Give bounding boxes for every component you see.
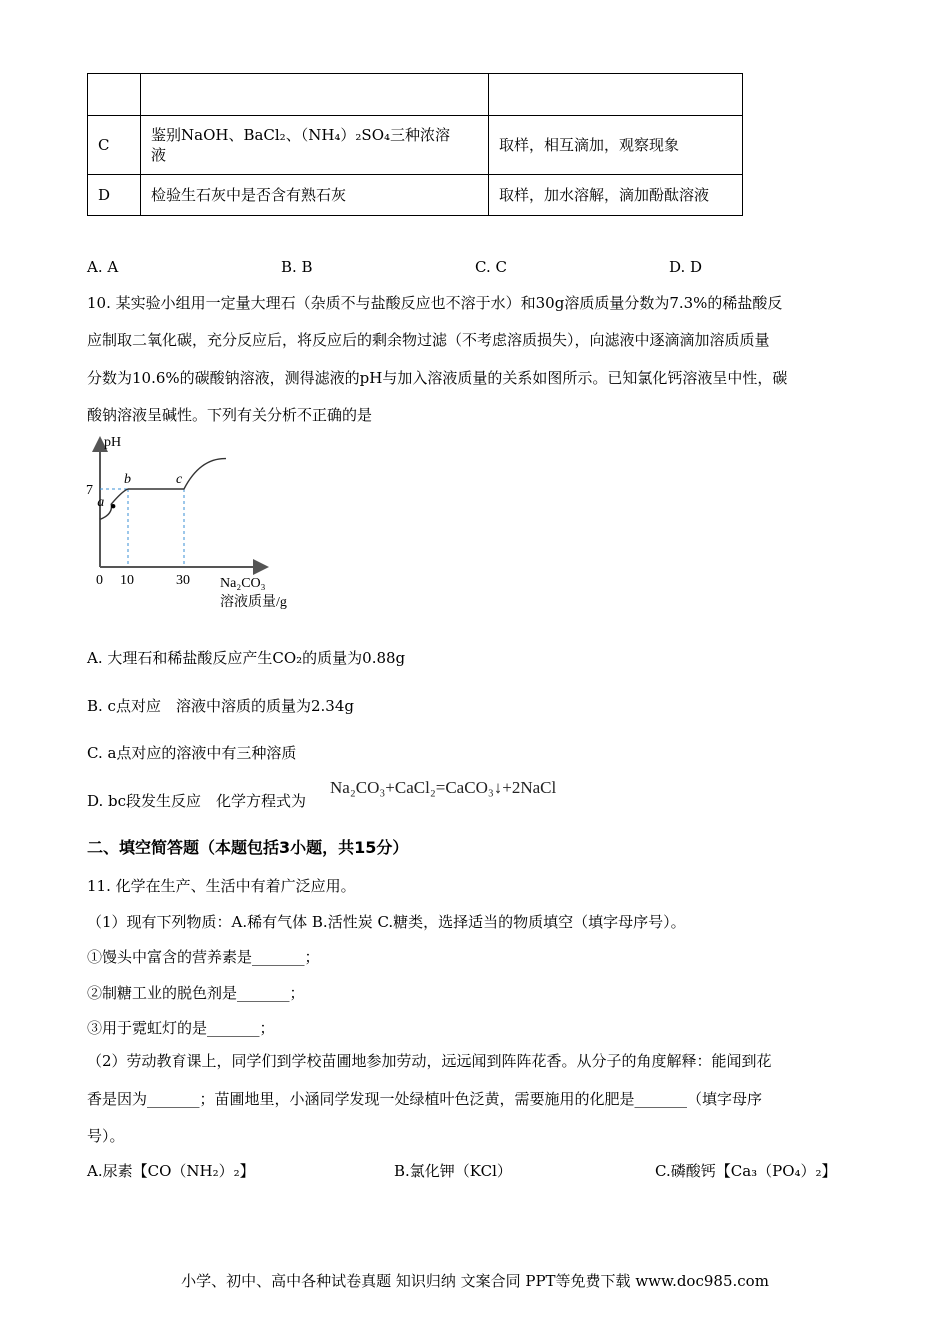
option-c: C. C bbox=[475, 258, 507, 276]
choice-c: C.磷酸钙【Ca₃（PO₄）₂】 bbox=[655, 1162, 837, 1180]
question-10-line: 10. 某实验小组用一定量大理石（杂质不与盐酸反应也不溶于水）和30g溶质质量分数为7.3%的稀盐酸反 bbox=[87, 294, 783, 312]
table-cell: 取样，加水溶解，滴加酚酞溶液 bbox=[489, 175, 743, 216]
question-10-line: 酸钠溶液呈碱性。下列有关分析不正确的是 bbox=[87, 406, 373, 424]
section-heading: 二、填空简答题（本题包括3小题，共15分） bbox=[87, 838, 409, 857]
question-11-part2: 号）。 bbox=[87, 1127, 125, 1145]
table-cell: 取样，相互滴加，观察现象 bbox=[489, 116, 743, 175]
option-a: A. A bbox=[87, 258, 119, 276]
point-label: a bbox=[97, 495, 105, 511]
question-10-line: 分数为10.6%的碳酸钠溶液，测得滤液的pH与加入溶液质量的关系如图所示。已知氯化钙溶液呈中性，碳 bbox=[87, 369, 788, 387]
x-tick-label: 30 bbox=[176, 573, 190, 588]
table-row bbox=[88, 116, 743, 175]
question-11-part1: （1）现有下列物质：A.稀有气体 B.活性炭 C.糖类，选择适当的物质填空（填字母序号）。 bbox=[87, 913, 686, 931]
table-cell bbox=[489, 74, 743, 116]
question-11-blank: ②制糖工业的脱色剂是_______； bbox=[87, 984, 305, 1002]
table-row bbox=[88, 175, 743, 216]
table-cell: D bbox=[88, 175, 141, 216]
table-cell-line: 鉴别NaOH、BaCl₂、（NH₄）₂SO₄三种浓溶 bbox=[151, 126, 451, 144]
y-axis-label: pH bbox=[104, 435, 122, 450]
point-label: b bbox=[124, 472, 131, 487]
table-cell: C bbox=[88, 116, 141, 175]
question-10-line: 应制取二氧化碳，充分反应后，将反应后的剩余物过滤（不考虑溶质损失），向滤液中逐滴滴加溶质质量 bbox=[87, 331, 770, 349]
data-point bbox=[111, 504, 115, 508]
choice-b: B.氯化钾（KCl） bbox=[394, 1162, 512, 1180]
q10-option-c: C. a点对应的溶液中有三种溶质 bbox=[87, 744, 297, 762]
x-axis-label: 溶液质量/g bbox=[220, 595, 287, 610]
ph-chart bbox=[80, 432, 320, 617]
point-label: c bbox=[176, 472, 183, 487]
q10-option-a: A. 大理石和稀盐酸反应产生CO₂的质量为0.88g bbox=[87, 649, 406, 667]
table-cell bbox=[141, 116, 489, 175]
question-11-blank: ①馒头中富含的营养素是_______； bbox=[87, 948, 320, 966]
question-11-blank: ③用于霓虹灯的是_______； bbox=[87, 1019, 275, 1037]
table-cell bbox=[88, 74, 141, 116]
x-tick-label: 10 bbox=[120, 573, 134, 588]
option-d: D. D bbox=[669, 258, 703, 276]
y-tick-label: 7 bbox=[86, 483, 93, 498]
page-footer: 小学、初中、高中各种试卷真题 知识归纳 文案合同 PPT等免费下载 www.doc985.com bbox=[181, 1272, 769, 1290]
table-row bbox=[88, 74, 743, 116]
x-tick-label: 0 bbox=[96, 573, 103, 588]
q10-option-d: D. bc段发生反应 化学方程式为 bbox=[87, 792, 307, 810]
q10-option-b: B. c点对应 溶液中溶质的质量为2.34g bbox=[87, 697, 354, 715]
table-cell-line: 液 bbox=[151, 146, 167, 164]
choice-a: A.尿素【CO（NH₂）₂】 bbox=[87, 1162, 255, 1180]
question-11-part2: （2）劳动教育课上，同学们到学校苗圃地参加劳动，远远闻到阵阵花香。从分子的角度解释：能闻到花 bbox=[87, 1052, 772, 1070]
x-axis-label: Na₂CO₃ bbox=[220, 576, 266, 591]
question-table bbox=[87, 73, 743, 216]
question-11-part2: 香是因为_______；苗圃地里，小涵同学发现一处绿植叶色泛黄，需要施用的化肥是_______（填字母序 bbox=[87, 1090, 763, 1108]
option-b: B. B bbox=[281, 258, 313, 276]
question-11-intro: 11. 化学在生产、生活中有着广泛应用。 bbox=[87, 877, 356, 895]
table-cell: 检验生石灰中是否含有熟石灰 bbox=[141, 175, 489, 216]
chemical-equation: Na₂CO₃+CaCl₂=CaCO₃↓+2NaCl bbox=[330, 778, 557, 797]
table-cell bbox=[141, 74, 489, 116]
